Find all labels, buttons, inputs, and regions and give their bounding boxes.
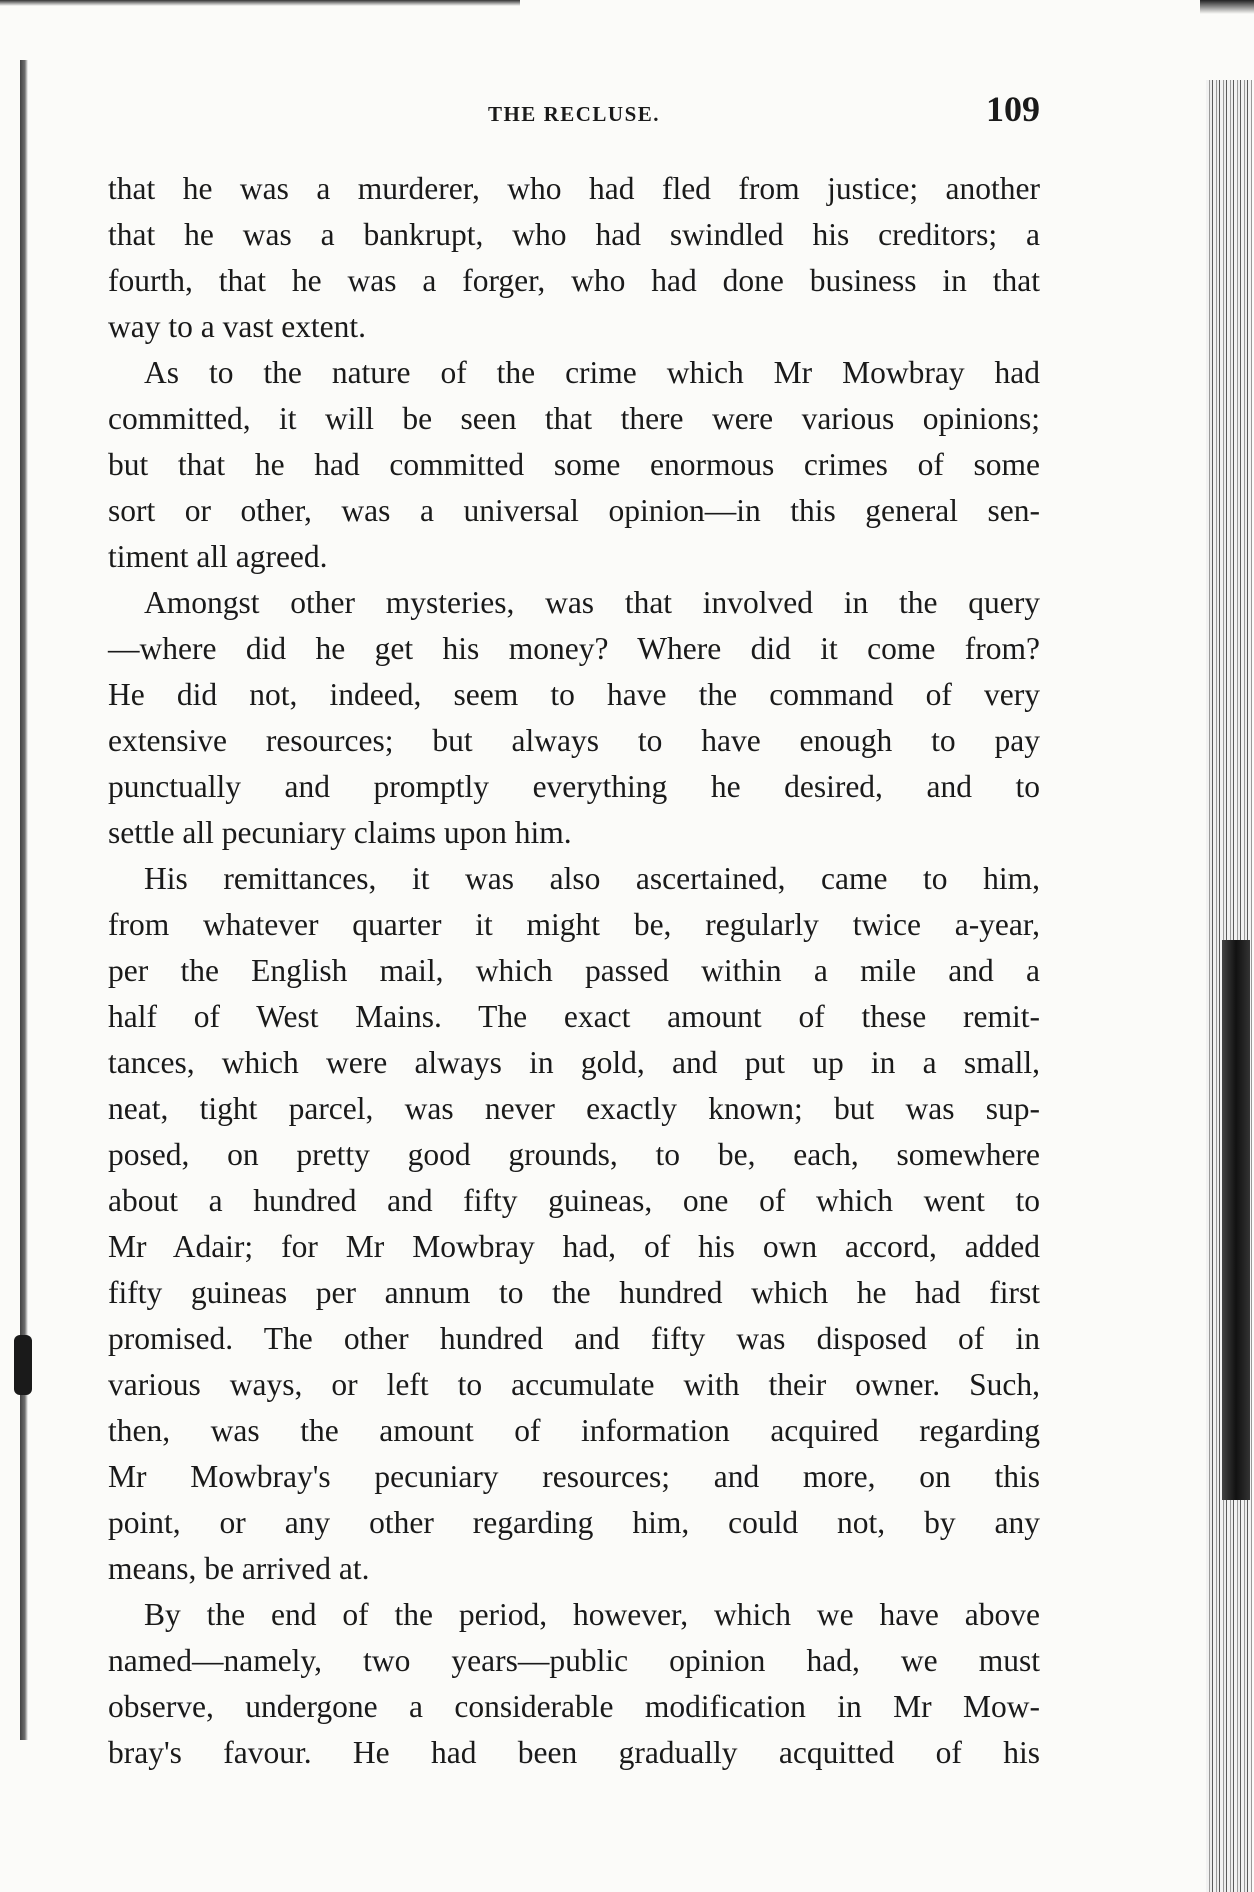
text-line: timent all agreed. [108,539,328,574]
text-line: extensive resources; but always to have enough to pay [108,723,1040,758]
right-page-edge-shadow [1222,940,1250,1500]
text-line: about a hundred and fifty guineas, one of which went to [108,1183,1040,1218]
text-line: settle all pecuniary claims upon him. [108,815,572,850]
text-line: —where did he get his money? Where did it come from? [108,631,1040,666]
text-line: His remittances, it was also ascertained, came to him, [144,861,1040,896]
paragraph [108,166,1040,350]
page-number: 109 [986,89,1040,129]
text-line: fourth, that he was a forger, who had done business in that [108,263,1040,298]
text-line: Mr Mowbray's pecuniary resources; and more, on this [108,1459,1040,1494]
text-line: that he was a murderer, who had fled from justice; another [108,171,1040,206]
left-gutter-mark [14,1335,32,1395]
top-right-edge-shadow [1200,0,1254,14]
text-line: per the English mail, which passed within a mile and a [108,953,1040,988]
page-header [108,88,1040,136]
text-line: posed, on pretty good grounds, to be, each, somewhere [108,1137,1040,1172]
text-line: He did not, indeed, seem to have the command of very [108,677,1040,712]
text-line: neat, tight parcel, was never exactly known; but was sup- [108,1091,1040,1126]
paragraph [108,856,1040,1592]
text-line: that he was a bankrupt, who had swindled his creditors; a [108,217,1040,252]
left-gutter-shadow [20,60,28,1740]
text-line: punctually and promptly everything he desired, and to [108,769,1040,804]
text-line: named—namely, two years—public opinion had, we must [108,1643,1040,1678]
text-line: then, was the amount of information acquired regarding [108,1413,1040,1448]
text-line: tances, which were always in gold, and put up in a small, [108,1045,1040,1080]
top-edge-shadow [0,0,520,6]
text-line: various ways, or left to accumulate with their owner. Such, [108,1367,1040,1402]
body-text [108,166,1040,1776]
text-line: sort or other, was a universal opinion—in this general sen- [108,493,1040,528]
text-line: committed, it will be seen that there were various opinions; [108,401,1040,436]
running-head: THE RECLUSE. [487,102,661,126]
text-line: bray's favour. He had been gradually acquitted of his [108,1735,1040,1770]
text-line: half of West Mains. The exact amount of these remit- [108,999,1040,1034]
text-line: observe, undergone a considerable modification in Mr Mow- [108,1689,1040,1724]
text-line: As to the nature of the crime which Mr Mowbray had [144,355,1040,390]
text-line: point, or any other regarding him, could not, by any [108,1505,1040,1540]
text-line: means, be arrived at. [108,1551,370,1586]
paragraph [108,580,1040,856]
text-line: way to a vast extent. [108,309,367,344]
paragraph [108,350,1040,580]
text-line: fifty guineas per annum to the hundred which he had first [108,1275,1040,1310]
text-line: By the end of the period, however, which we have above [144,1597,1040,1632]
text-line: from whatever quarter it might be, regularly twice a-year, [108,907,1040,942]
text-line: but that he had committed some enormous crimes of some [108,447,1040,482]
text-line: Amongst other mysteries, was that involved in the query [144,585,1040,620]
text-line: Mr Adair; for Mr Mowbray had, of his own accord, added [108,1229,1040,1264]
paragraph [108,1592,1040,1776]
text-line: promised. The other hundred and fifty was disposed of in [108,1321,1040,1356]
